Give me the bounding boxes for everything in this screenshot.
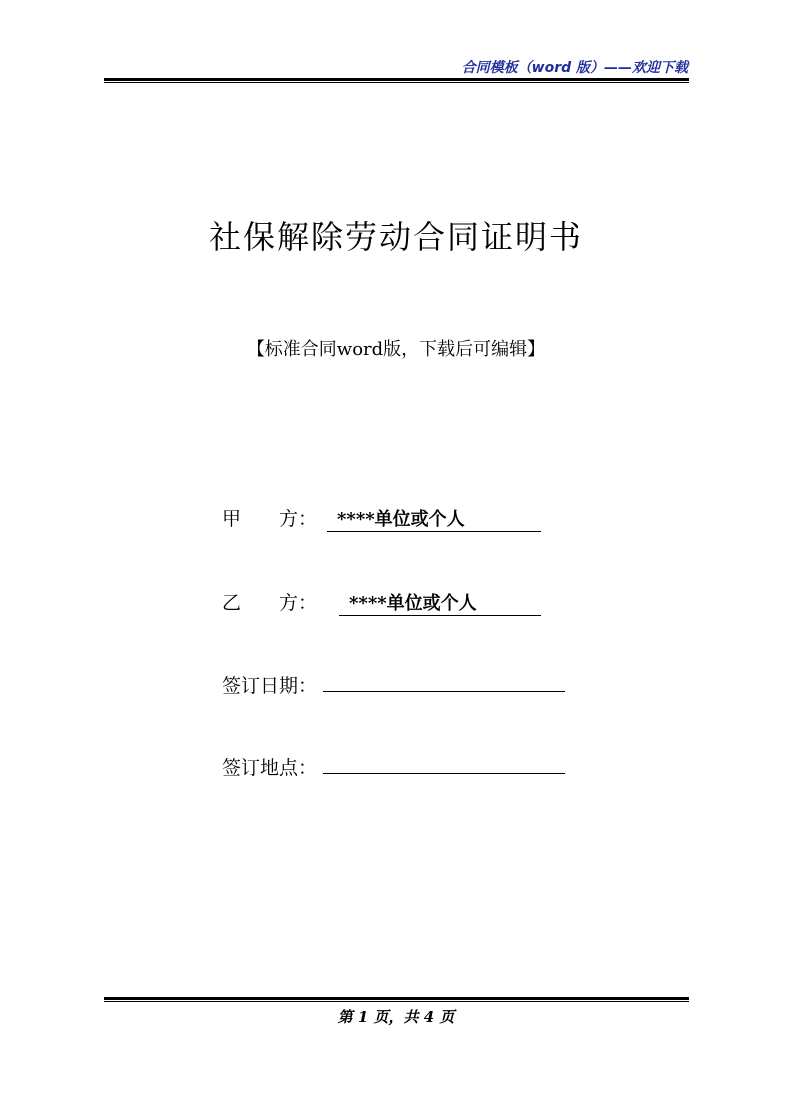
party-a-label: 甲 方： — [222, 508, 318, 530]
sign-date-label: 签订日期： — [222, 675, 318, 697]
sign-place-field — [222, 753, 565, 780]
header-text: 合同模板（word 版）——欢迎下载 — [461, 60, 688, 76]
sign-place-label: 签订地点： — [222, 757, 318, 779]
header-divider — [104, 78, 689, 83]
party-b-label: 乙 方： — [222, 592, 318, 614]
party-a-field — [222, 504, 541, 532]
party-b-value[interactable]: ****单位或个人 — [339, 589, 541, 616]
document-subtitle: 【标准合同word版，下载后可编辑】 — [246, 339, 546, 360]
sign-date-field — [222, 671, 565, 698]
party-b-field — [222, 588, 541, 616]
sign-place-value[interactable] — [323, 754, 565, 774]
document-title: 社保解除劳动合同证明书 — [208, 218, 583, 256]
page-number: 第 1 页，共 4 页 — [337, 1008, 455, 1026]
footer-divider — [104, 997, 689, 1002]
sign-date-value[interactable] — [323, 672, 565, 692]
party-a-value[interactable]: ****单位或个人 — [327, 505, 541, 532]
